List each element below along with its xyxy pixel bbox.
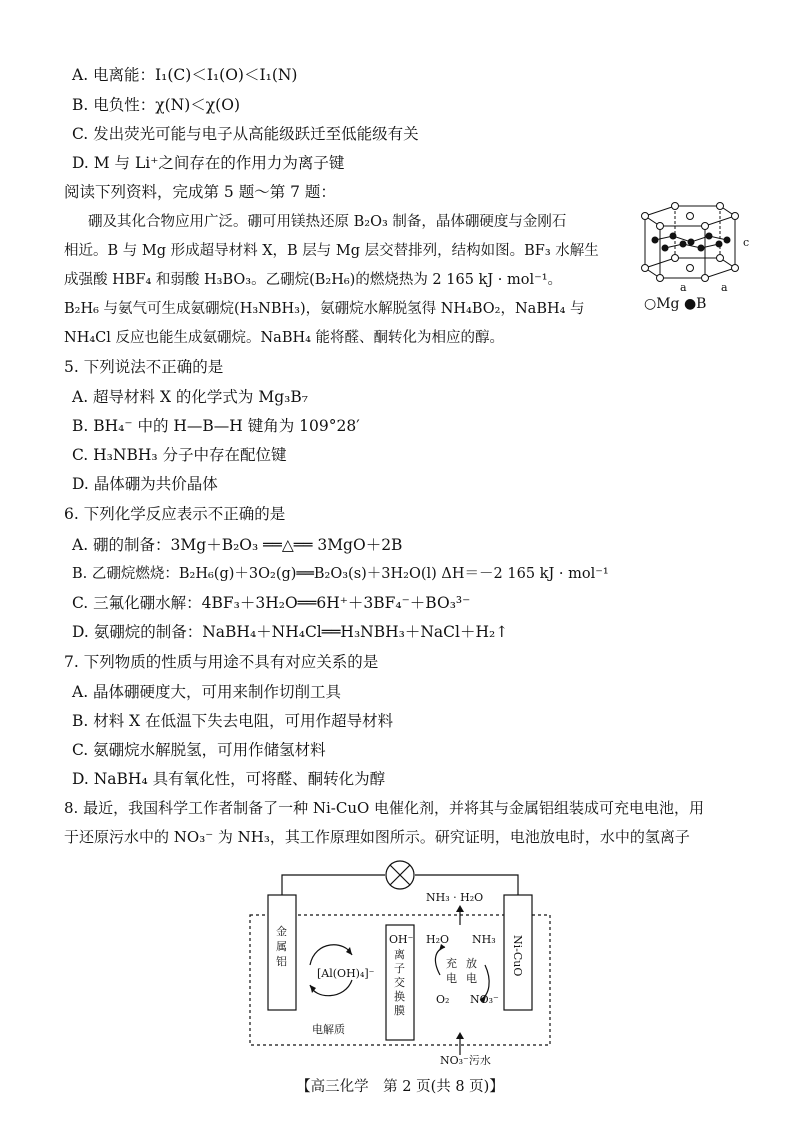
q6-stem: 6. 下列化学反应表示不正确的是 [64,505,286,523]
passage-line-2: 相近。B 与 Mg 形成超导材料 X，B 层与 Mg 层交替排列，结构如图。BF₃ 水解生 [64,243,599,259]
membrane-char-1: 离 [394,948,405,961]
membrane-char-5: 膜 [394,1004,405,1017]
passage-line-5: NH₄Cl 反应也能生成氨硼烷。NaBH₄ 能将醛、酮转化为相应的醇。 [64,330,505,346]
nitrate-label: NO₃⁻ [470,993,499,1006]
lattice-label-a2: a [721,281,728,294]
q7-option-a: A. 晶体硼硬度大，可用来制作切削工具 [72,683,342,701]
passage-line-3: 成强酸 HBF₄ 和弱酸 H₃BO₃。乙硼烷(B₂H₆)的燃烧热为 2 165 kJ · mol⁻¹。 [64,272,563,288]
lattice-label-c: c [743,236,750,249]
inlet-label: NO₃⁻污水 [440,1054,491,1065]
complex-ion-label: [Al(OH)₄]⁻ [317,967,375,980]
right-electrode-label: Ni-CuO [511,935,524,977]
electrolyte-label: 电解质 [312,1023,345,1036]
q7-option-c: C. 氨硼烷水解脱氢，可用作储氢材料 [72,741,326,759]
q8-line-2: 于还原污水中的 NO₃⁻ 为 NH₃，其工作原理如图所示。研究证明，电池放电时，水中的氢离子 [64,828,690,846]
q5-stem: 5. 下列说法不正确的是 [64,358,224,376]
left-electrode-char-1: 金 [276,925,287,938]
lattice-label-a1: a [680,281,687,294]
charge-char-2: 电 [446,972,457,985]
q4-option-d: D. M 与 Li⁺之间存在的作用力为离子键 [72,154,345,172]
left-electrode-char-3: 铝 [276,955,287,968]
oxygen-label: O₂ [436,993,450,1006]
q5-option-a: A. 超导材料 X 的化学式为 Mg₃B₇ [72,388,308,406]
membrane-label-oh: OH⁻ [389,933,414,946]
battery-diagram [240,855,560,1065]
reading-intro: 阅读下列资料，完成第 5 题～第 7 题： [64,183,336,201]
q6-option-c: C. 三氟化硼水解：4BF₃＋3H₂O══6H⁺＋3BF₄⁻＋BO₃³⁻ [72,594,471,612]
q6-option-b: B. 乙硼烷燃烧：B₂H₆(g)＋3O₂(g)══B₂O₃(s)＋3H₂O(l) ΔH＝－2 165 kJ · mol⁻¹ [72,566,609,582]
discharge-char-1: 放 [466,957,477,970]
ammonia-label: NH₃ [472,933,496,946]
membrane-char-4: 换 [394,990,405,1003]
membrane-char-3: 交 [394,976,405,989]
q4-option-b: B. 电负性：χ(N)＜χ(O) [72,96,240,114]
q5-option-c: C. H₃NBH₃ 分子中存在配位键 [72,446,287,464]
membrane-char-2: 子 [394,962,405,975]
q4-option-a: A. 电离能：I₁(C)＜I₁(O)＜I₁(N) [72,66,298,84]
q6-option-a: A. 硼的制备：3Mg＋B₂O₃ ══△══ 3MgO＋2B [72,536,403,554]
q8-line-1: 8. 最近，我国科学工作者制备了一种 Ni-CuO 电催化剂，并将其与金属铝组装成可充电电池，用 [64,799,705,817]
lattice-legend: ○Mg ●B [644,296,707,312]
q6-option-d: D. 氨硼烷的制备：NaBH₄＋NH₄Cl══H₃NBH₃＋NaCl＋H₂↑ [72,623,509,641]
passage-line-1: 硼及其化合物应用广泛。硼可用镁热还原 B₂O₃ 制备，晶体硼硬度与金刚石 [88,214,567,230]
passage-line-4: B₂H₆ 与氨气可生成氨硼烷(H₃NBH₃)，氨硼烷水解脱氢得 NH₄BO₂，NaBH₄ 与 [64,301,585,317]
q4-option-c: C. 发出荧光可能与电子从高能级跃迁至低能级有关 [72,125,419,143]
mgb2-lattice-figure [625,198,755,308]
q7-option-b: B. 材料 X 在低温下失去电阻，可用作超导材料 [72,712,394,730]
q7-stem: 7. 下列物质的性质与用途不具有对应关系的是 [64,653,379,671]
discharge-char-2: 电 [466,972,477,985]
q5-option-b: B. BH₄⁻ 中的 H—B—H 键角为 109°28′ [72,417,360,435]
charge-char-1: 充 [446,957,457,970]
q5-option-d: D. 晶体硼为共价晶体 [72,475,218,493]
water-label: H₂O [426,933,450,946]
top-product-label: NH₃ · H₂O [426,891,484,904]
left-electrode-char-2: 属 [276,940,287,953]
q7-option-d: D. NaBH₄ 具有氧化性，可将醛、酮转化为醇 [72,770,386,788]
page-footer: 【高三化学 第 2 页(共 8 页)】 [296,1079,504,1095]
